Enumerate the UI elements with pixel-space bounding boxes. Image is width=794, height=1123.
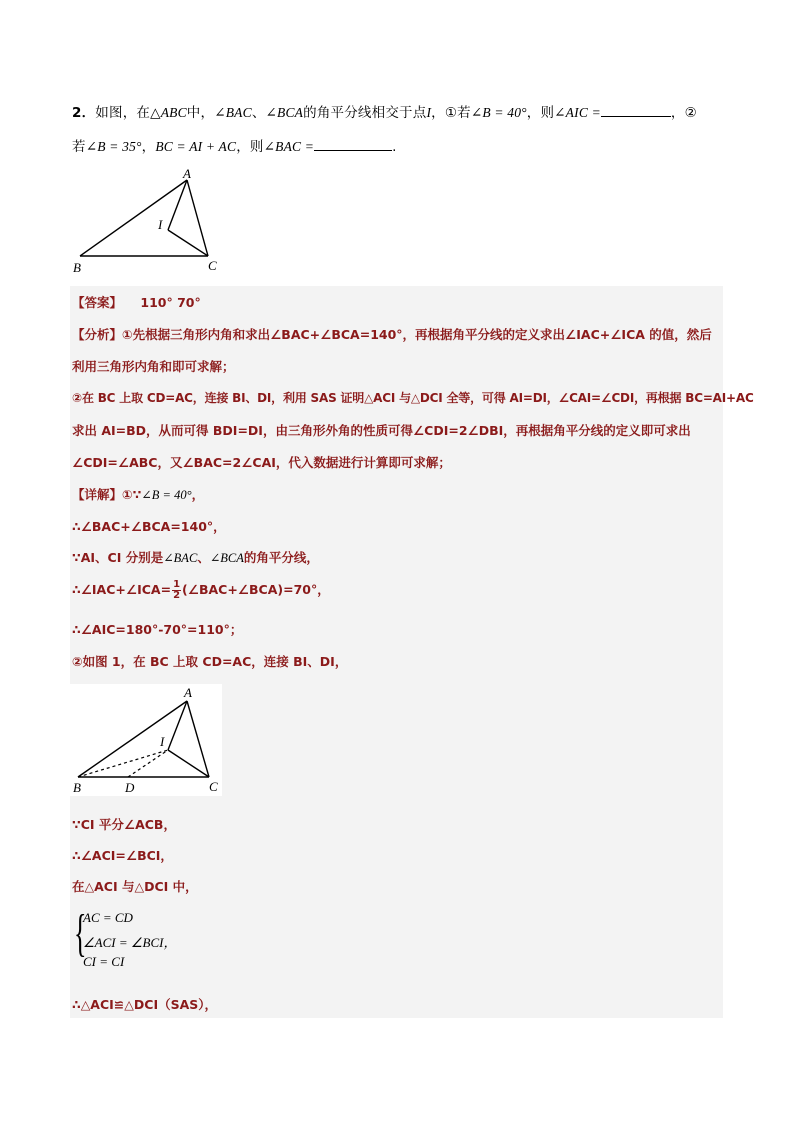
segment-di-dashed bbox=[128, 750, 168, 777]
detail-line-7: ∵CI 平分∠ACB， bbox=[72, 817, 176, 832]
label-a: A bbox=[183, 166, 191, 181]
detail-text: 、 bbox=[197, 550, 210, 565]
q-text: ，则 bbox=[236, 139, 264, 155]
detail-text: (∠BAC+∠BCA)=70°， bbox=[182, 582, 330, 597]
analysis-line-5: ∠CDI=∠ABC，又∠BAC=2∠CAI，代入数据进行计算即可求解； bbox=[72, 455, 451, 470]
q-math: ∠AIC = bbox=[554, 105, 601, 120]
analysis-line-3: ②在 BC 上取 CD=AC，连接 BI、DI，利用 SAS 证明△ACI 与△DCI 全等，可得 AI=DI，∠CAI=∠CDI，再根据 BC=AI+AC bbox=[72, 391, 754, 405]
q-math: BC = AI + AC bbox=[155, 139, 237, 154]
analysis-line-1 bbox=[72, 325, 724, 343]
detail-tag: 【详解】 bbox=[72, 487, 123, 502]
label-c: C bbox=[208, 258, 217, 273]
q-math: ∠B = 35° bbox=[85, 139, 142, 154]
fraction-denominator: 2 bbox=[173, 590, 181, 601]
question-line-2 bbox=[72, 130, 732, 164]
edge-ab bbox=[78, 701, 187, 777]
detail-line-9: 在△ACI 与△DCI 中， bbox=[72, 879, 198, 894]
fraction-numerator: 1 bbox=[173, 579, 181, 590]
q-text: ，则 bbox=[526, 105, 555, 121]
q-text: 中， bbox=[186, 105, 215, 121]
detail-line-5: ∴∠AIC=180°-70°=110°； bbox=[72, 622, 243, 637]
q-text: . bbox=[392, 139, 397, 155]
label-i: I bbox=[158, 217, 163, 232]
answer-tag: 【答案】 bbox=[72, 295, 123, 310]
detail-line-1 bbox=[72, 485, 724, 503]
fraction-half bbox=[172, 580, 181, 601]
detail-math: ∠BCA bbox=[209, 551, 244, 565]
q-math: ∠BAC = bbox=[263, 139, 315, 154]
segment-bi-dashed bbox=[78, 750, 168, 777]
analysis-tag: 【分析】 bbox=[72, 327, 123, 342]
brace-symbol: { bbox=[74, 905, 87, 962]
q-math: ∠BCA bbox=[265, 105, 304, 120]
q-text: 若 bbox=[72, 139, 86, 155]
edge-ab bbox=[80, 180, 187, 256]
detail-line-8: ∴∠ACI=∠BCI， bbox=[72, 848, 173, 863]
detail-math: ∠B = 40° bbox=[141, 488, 192, 502]
detail-math: ∠BAC bbox=[163, 551, 198, 565]
answer-blank-2[interactable] bbox=[314, 136, 392, 151]
q-text: 、 bbox=[251, 105, 266, 121]
triangle-figure-1 bbox=[70, 163, 230, 278]
analysis-line-4: 求出 AI=BD，从而可得 BDI=DI，由三角形外角的性质可得∠CDI=2∠DBI，再根据角平分线的定义即可求出 bbox=[72, 423, 691, 438]
equation-3: CI = CI bbox=[83, 954, 125, 969]
q-math: ∠BAC bbox=[214, 105, 252, 120]
q-text: ，② bbox=[670, 105, 697, 121]
label-i: I bbox=[160, 734, 165, 749]
detail-line-3 bbox=[72, 548, 724, 566]
q-text: 如图，在 bbox=[95, 105, 151, 121]
q-text: 的角平分线相交于点 bbox=[303, 105, 427, 121]
edge-ac bbox=[187, 701, 209, 777]
detail-line-10: ∴△ACI≌△DCI（SAS）， bbox=[72, 997, 218, 1012]
detail-text: ∴∠IAC+∠ICA= bbox=[72, 582, 172, 597]
analysis-text: ①先根据三角形内角和求出∠BAC+∠BCA=140°，再根据角平分线的定义求出∠IAC+∠ICA 的值，然后 bbox=[122, 327, 712, 342]
detail-line-2: ∴∠BAC+∠BCA=140°， bbox=[72, 519, 226, 534]
label-a: A bbox=[184, 685, 192, 700]
q-text: ，①若 bbox=[431, 105, 471, 121]
q-math: I bbox=[426, 105, 432, 120]
label-d: D bbox=[125, 780, 135, 795]
answer-blank-1[interactable] bbox=[601, 102, 671, 117]
answer-values: 110° 70° bbox=[140, 295, 201, 310]
label-b: B bbox=[73, 260, 81, 275]
q-text: ， bbox=[141, 139, 156, 155]
label-c: C bbox=[209, 779, 218, 794]
question-line-1 bbox=[72, 96, 732, 130]
detail-line-6: ②如图 1，在 BC 上取 CD=AC，连接 BI、DI， bbox=[72, 654, 348, 669]
q-math: ∠B = 40° bbox=[470, 105, 527, 120]
detail-text: 的角平分线， bbox=[243, 550, 319, 565]
detail-text: ∵AI、CI 分别是 bbox=[72, 550, 164, 565]
analysis-line-2: 利用三角形内角和即可求解； bbox=[72, 359, 235, 374]
answer-line bbox=[72, 293, 724, 311]
detail-text: ， bbox=[191, 487, 205, 502]
label-b: B bbox=[73, 780, 81, 795]
detail-line-4 bbox=[72, 580, 724, 601]
equation-1: AC = CD bbox=[83, 910, 133, 925]
triangle-figure-2 bbox=[70, 684, 222, 796]
equation-2: ∠ACI = ∠BCI， bbox=[83, 935, 177, 950]
question-text bbox=[72, 96, 732, 164]
q-math: △ABC bbox=[150, 105, 187, 120]
detail-text: ①∵ bbox=[122, 487, 142, 502]
question-number: 2． bbox=[72, 105, 96, 121]
